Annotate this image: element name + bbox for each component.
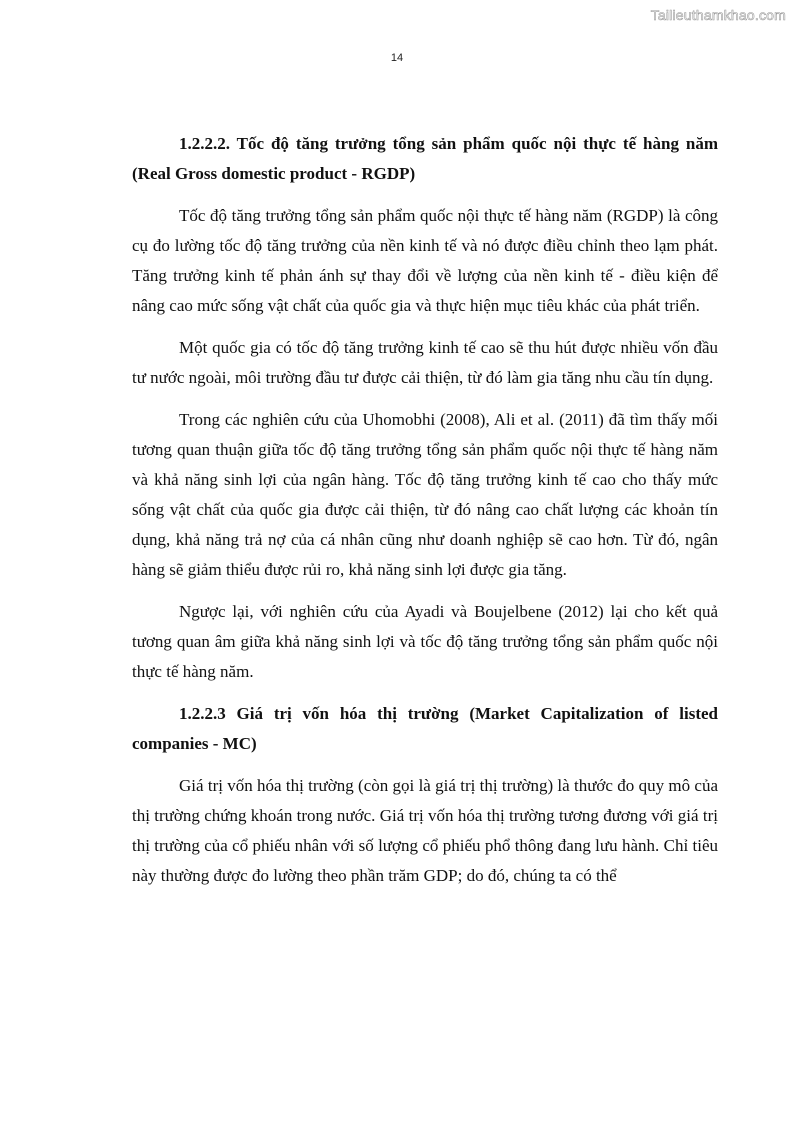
paragraph-rgdp-studies-positive: Trong các nghiên cứu của Uhomobhi (2008), Ali et al. (2011) đã tìm thấy mối tương quan thuận giữa tốc độ tăng trưởng tổng sản phẩm quốc nội thực tế hàng năm và khả năng sinh lợi của ngân hàng. Tốc độ tăng trưởng kinh tế cao cho thấy mức sống vật chất của quốc gia được cải thiện, từ đó nâng cao chất lượng các khoản tín dụng, khả năng trả nợ của cá nhân cũng như doanh nghiệp sẽ cao hơn. Từ đó, ngân hàng sẽ giảm thiểu được rủi ro, khả năng sinh lợi được gia tăng. [132, 410, 718, 579]
paragraph-rgdp-studies-negative: Ngược lại, với nghiên cứu của Ayadi và Boujelbene (2012) lại cho kết quả tương quan âm giữa khả năng sinh lợi và tốc độ tăng trưởng tổng sản phẩm quốc nội thực tế hàng năm. [132, 602, 718, 681]
paragraph-market-cap-definition: Giá trị vốn hóa thị trường (còn gọi là giá trị thị trường) là thước đo quy mô của thị trường chứng khoán trong nước. Giá trị vốn hóa thị trường tương đương với giá trị thị trường của cổ phiếu nhân với số lượng cổ phiếu phổ thông đang lưu hành. Chỉ tiêu này thường được đo lường theo phần trăm GDP; do đó, chúng ta có thể [132, 776, 718, 885]
paragraph-rgdp-investment: Một quốc gia có tốc độ tăng trưởng kinh tế cao sẽ thu hút được nhiều vốn đầu tư nước ngoài, môi trường đầu tư được cải thiện, từ đó làm gia tăng nhu cầu tín dụng. [132, 338, 718, 387]
section-heading-rgdp: 1.2.2.2. Tốc độ tăng trưởng tổng sản phẩm quốc nội thực tế hàng năm (Real Gross domestic product - RGDP) [132, 134, 718, 183]
paragraph-rgdp-definition: Tốc độ tăng trưởng tổng sản phẩm quốc nội thực tế hàng năm (RGDP) là công cụ đo lường tốc độ tăng trưởng của nền kinh tế và nó được điều chỉnh theo lạm phát. Tăng trưởng kinh tế phản ánh sự thay đổi về lượng của nền kinh tế - điều kiện để nâng cao mức sống vật chất của quốc gia và thực hiện mục tiêu khác của phát triển. [132, 206, 718, 315]
document-body [132, 129, 718, 903]
page-number: 14 [390, 52, 404, 64]
watermark-text: Tailieuthamkhao.com [650, 7, 786, 23]
section-heading-market-cap: 1.2.2.3 Giá trị vốn hóa thị trường (Market Capitalization of listed companies - MC) [132, 704, 718, 753]
